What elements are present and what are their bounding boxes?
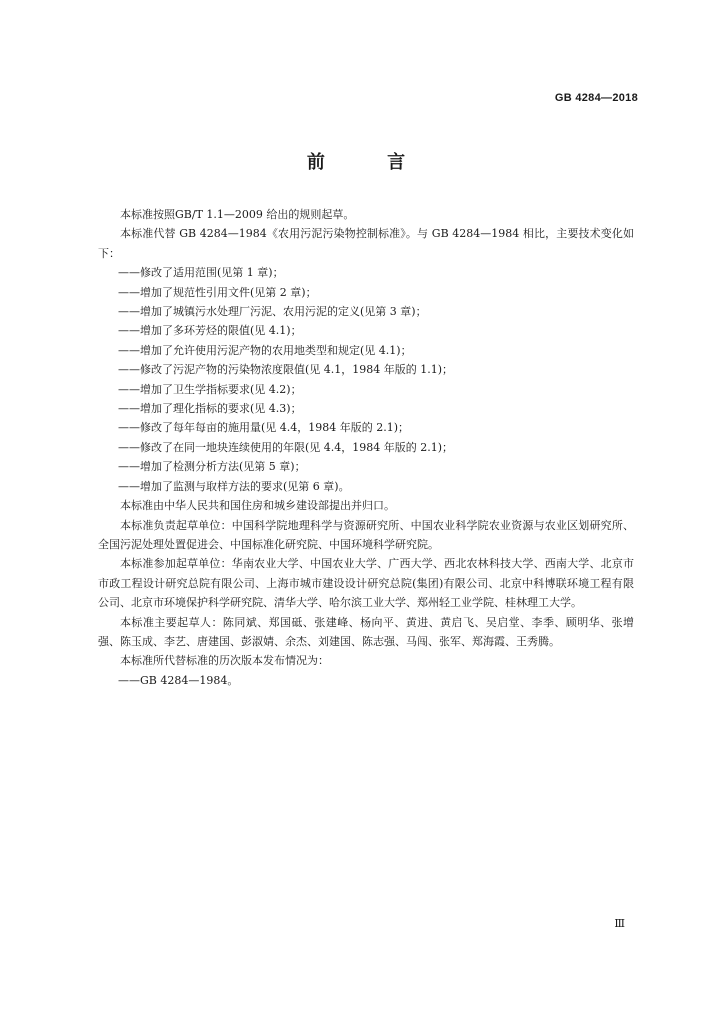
list-item: ——增加了理化指标的要求(见 4.3)； [118,402,302,416]
list-item: ——增加了城镇污水处理厂污泥、农用污泥的定义(见第 3 章)； [118,305,427,319]
list-item: ——增加了允许使用污泥产物的农用地类型和规定(见 4.1)； [118,343,412,357]
list-item: ——增加了规范性引用文件(见第 2 章)； [118,285,317,299]
list-item: ——修改了污泥产物的污染物浓度限值(见 4.1，1984 年版的 1.1)； [118,363,454,377]
list-item: ——增加了监测与取样方法的要求(见第 6 章)。 [118,479,350,493]
paragraph: 本标准由中华人民共和国住房和城乡建设部提出并归口。 [120,499,395,513]
paragraph: 本标准按照GB/T 1.1—2009 给出的规则起草。 [120,208,355,221]
paragraph: 本标准所代替标准的历次版本发布情况为： [120,654,329,668]
body-text [98,205,634,690]
paragraph: 本标准负责起草单位：中国科学院地理科学与资源研究所、中国农业科学院农业资源与农业区划研究所、全国污泥处理处置促进会、中国标准化研究院、中国环境科学研究院。 [98,518,634,551]
standard-code: GB 4284—2018 [554,92,638,104]
list-item: ——修改了每年每亩的施用量(见 4.4，1984 年版的 2.1)； [118,421,410,435]
page-number: Ⅲ [614,917,625,930]
list-item: ——增加了卫生学指标要求(见 4.2)； [118,382,302,396]
paragraph: 本标准参加起草单位：华南农业大学、中国农业大学、广西大学、西北农林科技大学、西南大学、北京市市政工程设计研究总院有限公司、上海市城市建设设计研究总院(集团)有限公司、北京中科博联环境工程有限公司、北京市环境保护科学研究院、清华大学、哈尔滨工业大学、郑州轻工业学院、桂林理工大学。 [98,557,634,610]
paragraph: 本标准代替 GB 4284—1984《农用污泥污染物控制标准》。与 GB 4284—1984 相比，主要技术变化如下： [98,227,634,260]
list-item: ——修改了适用范围(见第 1 章)； [118,266,284,280]
changes-list [98,263,634,496]
list-item: ——GB 4284—1984。 [118,673,239,687]
page-title: 前 言 [306,152,434,173]
list-item: ——增加了检测分析方法(见第 5 章)； [118,460,306,474]
paragraph: 本标准主要起草人：陈同斌、郑国砥、张建峰、杨向平、黄进、黄启飞、吴启堂、李季、顾明华、张增强、陈玉成、李艺、唐建国、彭淑婧、余杰、刘建国、陈志强、马闯、张军、郑海霞、王秀腾。 [98,615,634,648]
list-item: ——增加了多环芳烃的限值(见 4.1)； [118,324,302,338]
list-item: ——修改了在同一地块连续使用的年限(见 4.4，1984 年版的 2.1)； [118,440,454,454]
